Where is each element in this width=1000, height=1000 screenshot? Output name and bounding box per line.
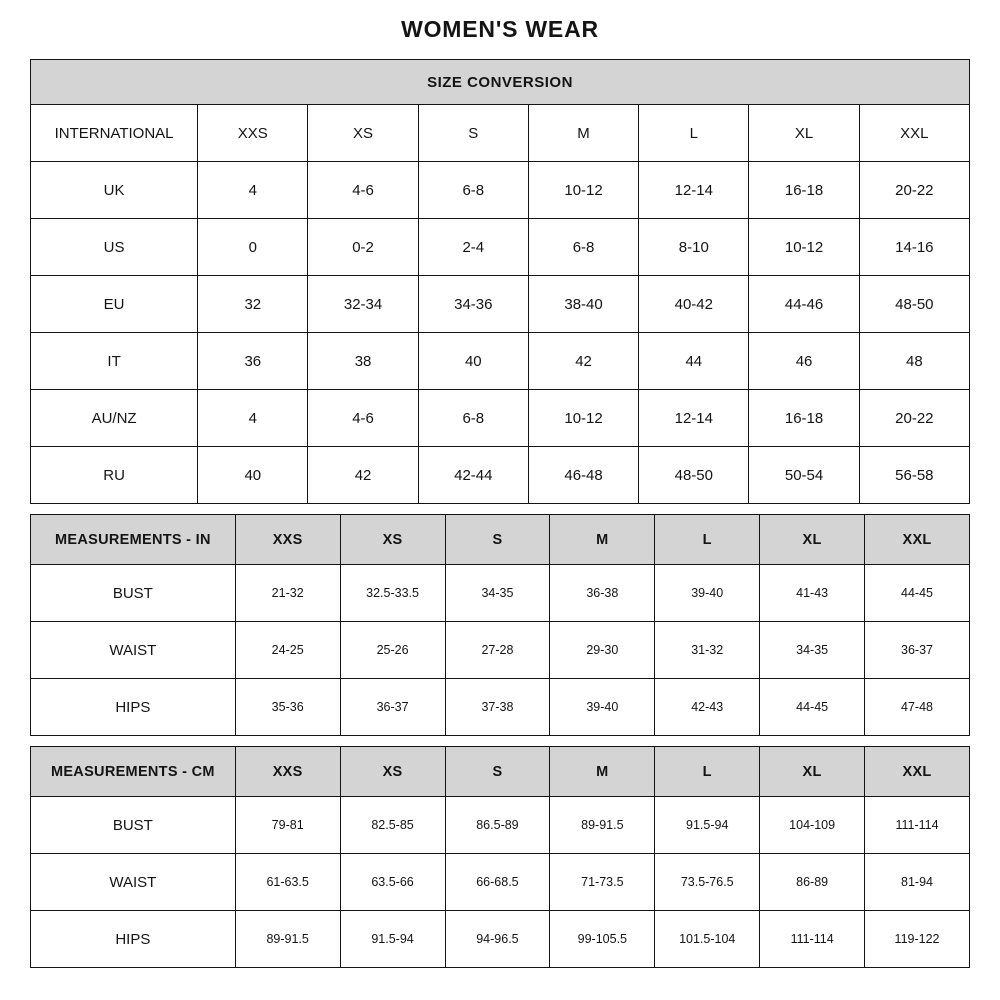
value-cell: 66-68.5 (445, 854, 550, 911)
header-size-cell: XXS (235, 747, 340, 797)
header-size-cell: M (550, 747, 655, 797)
value-cell: 101.5-104 (655, 911, 760, 968)
value-cell: 10-12 (749, 219, 859, 276)
value-cell: 47-48 (865, 679, 970, 736)
header-size-cell: XXS (198, 105, 308, 162)
value-cell: 12-14 (639, 390, 749, 447)
value-cell: 21-32 (235, 565, 340, 622)
value-cell: 41-43 (760, 565, 865, 622)
measurements-cm-table (30, 746, 970, 968)
table-title-cell: SIZE CONVERSION (31, 60, 970, 105)
value-cell: 39-40 (550, 679, 655, 736)
value-cell: 27-28 (445, 622, 550, 679)
value-cell: 6-8 (418, 162, 528, 219)
table-row (31, 679, 970, 736)
table-row (31, 854, 970, 911)
table-row (31, 333, 970, 390)
row-label-cell: BUST (31, 565, 236, 622)
table-row (31, 219, 970, 276)
value-cell: 16-18 (749, 162, 859, 219)
value-cell: 91.5-94 (340, 911, 445, 968)
value-cell: 50-54 (749, 447, 859, 504)
page-title: WOMEN'S WEAR (401, 16, 599, 42)
table-row (31, 276, 970, 333)
table-row (31, 797, 970, 854)
header-size-cell: L (655, 747, 760, 797)
header-size-cell: XL (749, 105, 859, 162)
value-cell: 34-35 (760, 622, 865, 679)
row-label-cell: BUST (31, 797, 236, 854)
value-cell: 71-73.5 (550, 854, 655, 911)
header-size-cell: XS (340, 747, 445, 797)
header-size-cell: XXL (859, 105, 969, 162)
table-row (31, 911, 970, 968)
value-cell: 73.5-76.5 (655, 854, 760, 911)
value-cell: 34-35 (445, 565, 550, 622)
value-cell: 24-25 (235, 622, 340, 679)
header-size-cell: XS (340, 515, 445, 565)
value-cell: 86.5-89 (445, 797, 550, 854)
row-label-cell: HIPS (31, 911, 236, 968)
value-cell: 104-109 (760, 797, 865, 854)
header-size-cell: M (528, 105, 638, 162)
value-cell: 89-91.5 (235, 911, 340, 968)
table-header-row (31, 747, 970, 797)
value-cell: 2-4 (418, 219, 528, 276)
value-cell: 44 (639, 333, 749, 390)
value-cell: 32 (198, 276, 308, 333)
header-row-label-cell: INTERNATIONAL (31, 105, 198, 162)
row-label-cell: EU (31, 276, 198, 333)
value-cell: 42-44 (418, 447, 528, 504)
value-cell: 37-38 (445, 679, 550, 736)
value-cell: 0 (198, 219, 308, 276)
value-cell: 0-2 (308, 219, 418, 276)
table-row (31, 162, 970, 219)
header-size-cell: S (445, 747, 550, 797)
row-label-cell: IT (31, 333, 198, 390)
row-label-cell: UK (31, 162, 198, 219)
value-cell: 4 (198, 162, 308, 219)
value-cell: 48 (859, 333, 969, 390)
value-cell: 86-89 (760, 854, 865, 911)
value-cell: 4-6 (308, 162, 418, 219)
header-row-label-cell: MEASUREMENTS - CM (31, 747, 236, 797)
table-row (31, 622, 970, 679)
row-label-cell: US (31, 219, 198, 276)
value-cell: 6-8 (418, 390, 528, 447)
value-cell: 119-122 (865, 911, 970, 968)
table-row (31, 390, 970, 447)
value-cell: 44-45 (865, 565, 970, 622)
header-size-cell: XS (308, 105, 418, 162)
value-cell: 48-50 (639, 447, 749, 504)
header-size-cell: XXL (865, 515, 970, 565)
value-cell: 35-36 (235, 679, 340, 736)
value-cell: 38 (308, 333, 418, 390)
value-cell: 10-12 (528, 162, 638, 219)
row-label-cell: RU (31, 447, 198, 504)
table-row (31, 447, 970, 504)
table-header-row (31, 105, 970, 162)
value-cell: 63.5-66 (340, 854, 445, 911)
value-cell: 32.5-33.5 (340, 565, 445, 622)
value-cell: 89-91.5 (550, 797, 655, 854)
value-cell: 32-34 (308, 276, 418, 333)
value-cell: 81-94 (865, 854, 970, 911)
header-size-cell: XXS (235, 515, 340, 565)
value-cell: 42 (528, 333, 638, 390)
value-cell: 10-12 (528, 390, 638, 447)
value-cell: 8-10 (639, 219, 749, 276)
value-cell: 14-16 (859, 219, 969, 276)
value-cell: 25-26 (340, 622, 445, 679)
value-cell: 61-63.5 (235, 854, 340, 911)
value-cell: 6-8 (528, 219, 638, 276)
value-cell: 39-40 (655, 565, 760, 622)
value-cell: 42-43 (655, 679, 760, 736)
table-row (31, 565, 970, 622)
measurements-in-table (30, 514, 970, 736)
value-cell: 99-105.5 (550, 911, 655, 968)
value-cell: 38-40 (528, 276, 638, 333)
value-cell: 16-18 (749, 390, 859, 447)
value-cell: 36-38 (550, 565, 655, 622)
value-cell: 20-22 (859, 162, 969, 219)
header-size-cell: L (655, 515, 760, 565)
value-cell: 111-114 (760, 911, 865, 968)
value-cell: 48-50 (859, 276, 969, 333)
row-label-cell: WAIST (31, 854, 236, 911)
value-cell: 56-58 (859, 447, 969, 504)
value-cell: 31-32 (655, 622, 760, 679)
value-cell: 36-37 (340, 679, 445, 736)
value-cell: 40 (198, 447, 308, 504)
value-cell: 44-46 (749, 276, 859, 333)
row-label-cell: AU/NZ (31, 390, 198, 447)
value-cell: 40-42 (639, 276, 749, 333)
header-size-cell: XXL (865, 747, 970, 797)
header-size-cell: M (550, 515, 655, 565)
value-cell: 34-36 (418, 276, 528, 333)
size-chart-page (30, 16, 970, 968)
value-cell: 82.5-85 (340, 797, 445, 854)
header-size-cell: XL (760, 747, 865, 797)
value-cell: 36-37 (865, 622, 970, 679)
value-cell: 4-6 (308, 390, 418, 447)
value-cell: 94-96.5 (445, 911, 550, 968)
value-cell: 44-45 (760, 679, 865, 736)
value-cell: 4 (198, 390, 308, 447)
header-size-cell: S (418, 105, 528, 162)
value-cell: 12-14 (639, 162, 749, 219)
header-size-cell: S (445, 515, 550, 565)
row-label-cell: HIPS (31, 679, 236, 736)
header-size-cell: XL (760, 515, 865, 565)
row-label-cell: WAIST (31, 622, 236, 679)
size-conversion-table (30, 59, 970, 504)
value-cell: 42 (308, 447, 418, 504)
value-cell: 91.5-94 (655, 797, 760, 854)
value-cell: 46-48 (528, 447, 638, 504)
value-cell: 111-114 (865, 797, 970, 854)
value-cell: 40 (418, 333, 528, 390)
value-cell: 20-22 (859, 390, 969, 447)
header-row-label-cell: MEASUREMENTS - IN (31, 515, 236, 565)
value-cell: 29-30 (550, 622, 655, 679)
header-size-cell: L (639, 105, 749, 162)
value-cell: 79-81 (235, 797, 340, 854)
table-header-row (31, 515, 970, 565)
value-cell: 36 (198, 333, 308, 390)
value-cell: 46 (749, 333, 859, 390)
table-title-row (31, 60, 970, 105)
